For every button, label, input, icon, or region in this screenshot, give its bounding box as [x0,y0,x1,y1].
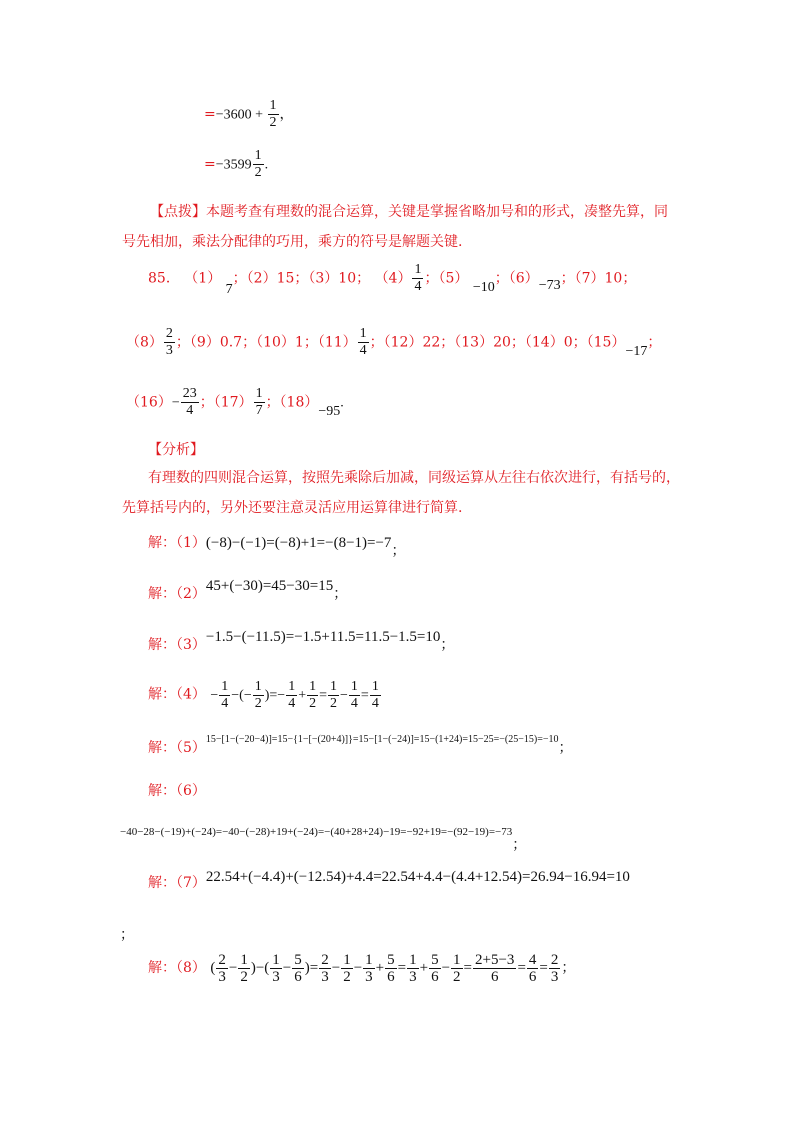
answer-label: ；（9）0.7；（10）1；（11） [175,334,357,351]
solution-expression: −1.5−(−11.5)=−1.5+11.5=11.5−1.5=10 [205,629,441,645]
answer-label: ；（17） [199,394,253,411]
solution-6-label-line [148,780,206,800]
fenxi-tag: 【分析】 [148,442,204,458]
equals-sign: = [204,156,216,173]
fraction: $\frac{1}{2}$ [269,98,277,130]
solution-6 [120,820,527,853]
expression: −3600 + [215,107,267,123]
step-line-1 [204,98,294,131]
punct: ； [561,960,576,976]
answer-label: （8） [126,334,163,351]
answer-value: −73 [538,277,561,293]
solution-label: 解：（5） [148,740,206,756]
solution-expression: 15−[1−(−20−4)]=15−{1−[−(20+4)]}=15−[1−(−24)]=15−(1+24)=15−25=−(25−15)=−10 [205,734,559,745]
answers-row-1 [148,262,636,295]
answers-row-3 [126,386,344,419]
answer-value: −95 [318,403,341,419]
solution-label: 解：（1） [148,535,206,551]
expression: −3599 [215,157,252,173]
solution-5 [148,734,573,757]
solution-1 [148,532,406,559]
answers-row-2 [126,326,661,359]
punct: ； [391,544,406,559]
answer-label: ；（18） [265,394,319,411]
punct: ； [558,741,573,756]
answer-label: ；（6） [494,270,539,287]
solution-4 [148,679,382,712]
equals-sign: = [204,106,216,123]
answer-label: ；（12）22；（13）20；（14）0；（15） [369,334,626,351]
step-line-2 [204,148,268,181]
answer-label: （16） [126,394,172,411]
solution-label: 解：（4） [148,686,206,703]
minus-sign: − [171,395,180,411]
solution-expression: −40−28−(−19)+(−24)=−40−(−28)+19+(−24)=−(40+28+24)−19=−92+19=−(92−19)=−73 [120,826,513,838]
answer-label: ；（2）15；（3）10； [232,270,371,287]
punct: . [340,395,344,411]
solution-expression: 22.54+(−4.4)+(−12.54)+4.4=22.54+4.4−(4.4+12.54)=26.94−16.94=10 [205,869,630,885]
solution-label: 解：（3） [148,637,206,653]
solution-3 [148,629,455,654]
dianbo-line-1: 本题考查有理数的混合运算，关键是掌握省略加号和的形式，凑整先算，同 [206,204,668,220]
punct: ； [120,928,134,943]
punct: ， [279,107,294,123]
solution-label: 解：（6） [148,783,206,799]
answer-value: −17 [625,343,648,359]
punct: ； [333,587,348,602]
answer-label: （1） [184,270,222,287]
answer-label: （4） [374,270,412,287]
dianbo-line-2: 号先相加，乘法分配律的巧用，乘方的符号是解题关键. [122,234,463,250]
solution-8 [148,952,575,985]
fenxi-line-2: 先算括号内的，另外还要注意灵活应用运算律进行简算. [122,500,463,516]
fraction: $\frac{1}{4}$ [414,262,422,294]
dianbo-paragraph-2 [122,229,462,255]
solution-7-end [120,924,134,944]
solution-expression: (−8)−(−1)=(−8)+1=−(8−1)=−7 [205,535,392,551]
answer-label: ；（7）10； [560,270,637,287]
solution-expression: ( $\frac{2}{3}$ − $\frac{1}{2}$ )−( $\frac{1}{3}$ − $\frac{5}{6}$ )= $\frac{2}{3}$ − $\frac{1}{2}$ − $\frac{1}{3}$ + $\frac{5}{6}$ = $\frac{1}{3}$ + $\frac{5}{6}$ − $\frac{1}{2}$ = $\frac{2+5-3}{6}$ = $\frac{4}{6}$ = $\frac{2}{3}$ [210,952,559,985]
solution-label: 解：（7） [148,875,206,891]
punct: ； [647,334,662,351]
fraction: $\frac{1}{7}$ [255,386,263,418]
answer-label: ；（5） [424,270,469,287]
fraction: $\frac{23}{4}$ [182,386,197,418]
punct: . [264,157,269,173]
solution-label: 解：（2） [148,586,206,602]
answer-value: −10 [472,279,495,295]
question-number: 85． [148,270,180,287]
answer-value: 7 [225,281,233,297]
solution-expression: − $\frac{1}{4}$ −(− $\frac{1}{2}$ )=− $\frac{1}{4}$ + $\frac{1}{2}$ = $\frac{1}{2}$ − $\frac{1}{4}$ = $\frac{1}{4}$ [210,679,379,711]
punct: ； [440,638,455,653]
fraction: $\frac{2}{3}$ [165,326,173,358]
solution-expression: 45+(−30)=45−30=15 [205,578,334,594]
fenxi-line-1: 有理数的四则混合运算，按照先乘除后加减，同级运算从左往右依次进行，有括号的， [148,470,680,486]
fraction: $\frac{1}{4}$ [359,326,367,358]
dianbo-tag: 【点拨】 [150,204,206,220]
solution-7 [148,869,630,892]
punct: ； [512,838,527,853]
solution-label: 解：（8） [148,959,206,976]
solution-2 [148,578,348,603]
dianbo-paragraph [150,199,670,225]
fraction: $\frac{1}{2}$ [254,148,262,180]
